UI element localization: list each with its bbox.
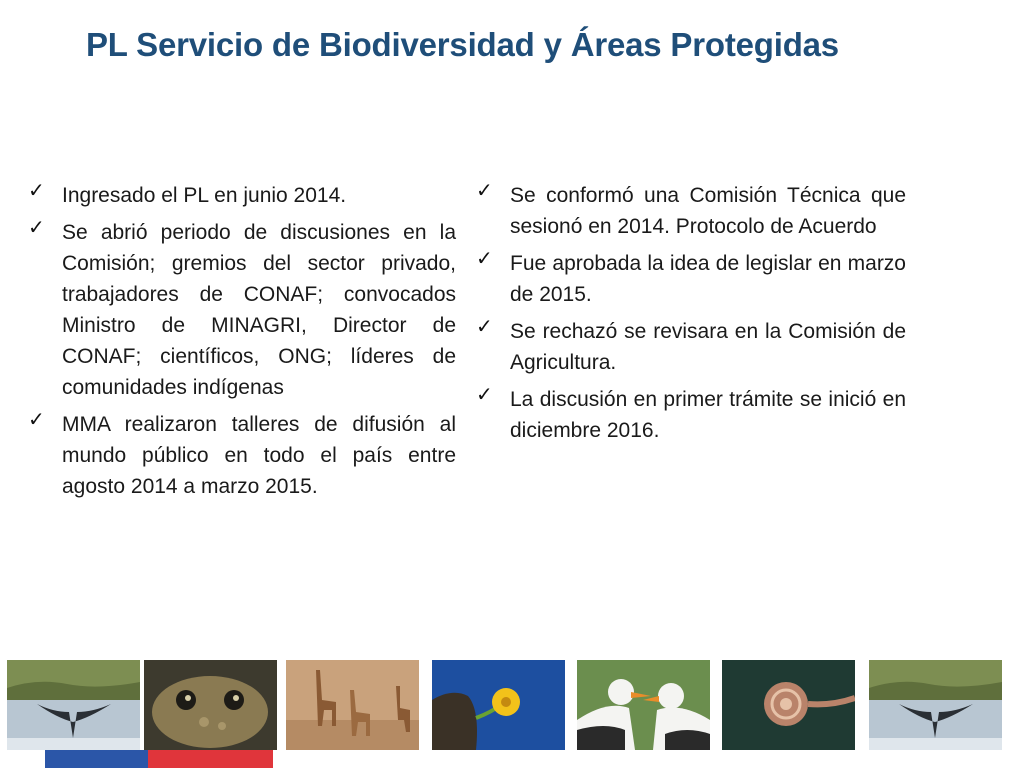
frog-photo xyxy=(144,660,277,750)
checkmark-icon: ✓ xyxy=(28,409,45,431)
guanaco-photo xyxy=(286,660,419,750)
checkmark-icon: ✓ xyxy=(476,384,493,406)
albatross-photo xyxy=(577,660,710,750)
list-item: ✓ La discusión en primer trámite se inició en diciembre 2016. xyxy=(476,384,906,442)
flower-photo xyxy=(432,660,565,750)
checkmark-icon: ✓ xyxy=(476,316,493,338)
slide-title: PL Servicio de Biodiversidad y Áreas Protegidas xyxy=(86,26,839,63)
list-item: ✓ Se conformó una Comisión Técnica que sesionó en 2014. Protocolo de Acuerdo xyxy=(476,180,906,238)
checkmark-icon: ✓ xyxy=(28,180,45,202)
checkmark-icon: ✓ xyxy=(476,180,493,202)
list-item: ✓ MMA realizaron talleres de difusión al mundo público en todo el país entre agosto 2014 a marzo 2015. xyxy=(28,409,456,498)
flag-bar-red xyxy=(148,750,273,768)
list-item: ✓ Ingresado el PL en junio 2014. xyxy=(28,180,347,207)
right-bullet-list xyxy=(476,180,906,452)
fern-photo xyxy=(722,660,855,750)
list-item: ✓ Fue aprobada la idea de legislar en marzo de 2015. xyxy=(476,248,906,306)
checkmark-icon: ✓ xyxy=(28,217,45,239)
list-item: ✓ Se rechazó se revisara en la Comisión de Agricultura. xyxy=(476,316,906,374)
whale-tail-photo xyxy=(7,660,140,750)
list-item: ✓ Se abrió periodo de discusiones en la Comisión; gremios del sector privado, trabajadores de CONAF; convocados Ministro de MINAGRI, Director de CONAF; científicos, ONG; líderes de comunidades indígenas xyxy=(28,217,456,399)
flag-bar-blue xyxy=(45,750,148,768)
checkmark-icon: ✓ xyxy=(476,248,493,270)
left-bullet-list xyxy=(28,180,456,508)
whale-tail-photo xyxy=(869,660,1002,750)
